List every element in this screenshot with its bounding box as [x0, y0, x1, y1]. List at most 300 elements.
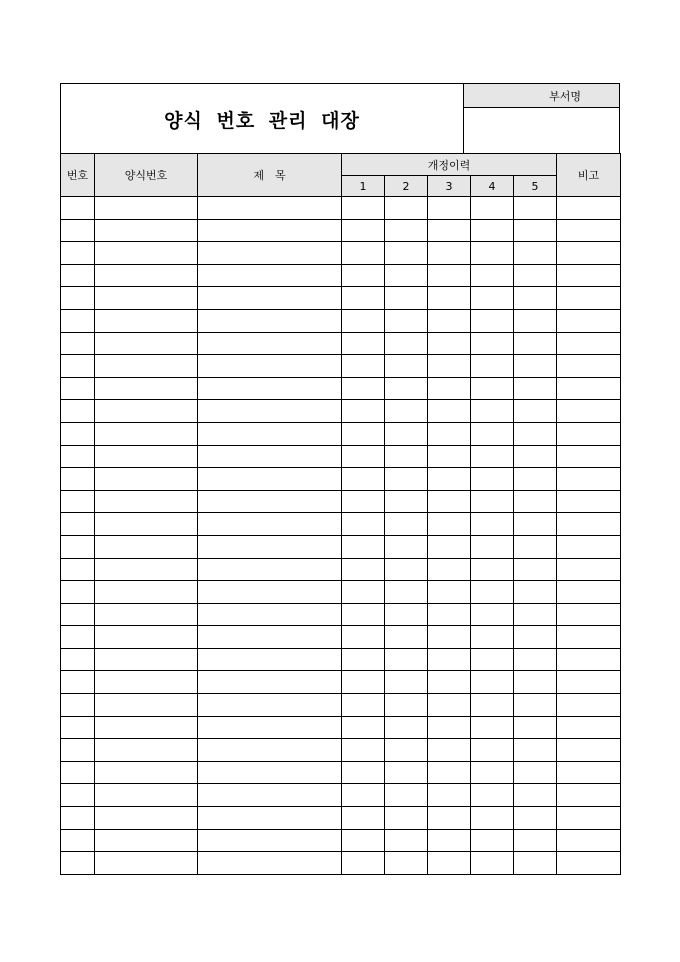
cell-subject[interactable]: [198, 445, 342, 468]
cell-revision-4[interactable]: [471, 309, 514, 332]
cell-no[interactable]: [61, 694, 95, 717]
cell-revision-3[interactable]: [428, 852, 471, 875]
table-row: [61, 581, 621, 604]
cell-revision-5[interactable]: [514, 739, 557, 762]
cell-revision-4[interactable]: [471, 400, 514, 423]
cell-no[interactable]: [61, 219, 95, 242]
cell-remarks[interactable]: [557, 468, 621, 491]
cell-revision-4[interactable]: [471, 761, 514, 784]
cell-no[interactable]: [61, 807, 95, 830]
cell-revision-2[interactable]: [385, 445, 428, 468]
cell-subject[interactable]: [198, 513, 342, 536]
cell-revision-4[interactable]: [471, 535, 514, 558]
cell-no[interactable]: [61, 309, 95, 332]
cell-revision-1[interactable]: [342, 535, 385, 558]
cell-revision-1[interactable]: [342, 197, 385, 220]
cell-revision-1[interactable]: [342, 513, 385, 536]
header-no: 번호: [61, 154, 95, 197]
cell-subject[interactable]: [198, 671, 342, 694]
cell-remarks[interactable]: [557, 648, 621, 671]
cell-subject[interactable]: [198, 422, 342, 445]
cell-remarks[interactable]: [557, 626, 621, 649]
cell-revision-2[interactable]: [385, 468, 428, 491]
cell-subject[interactable]: [198, 242, 342, 265]
cell-subject[interactable]: [198, 309, 342, 332]
cell-revision-4[interactable]: [471, 445, 514, 468]
cell-revision-4[interactable]: [471, 513, 514, 536]
cell-revision-4[interactable]: [471, 422, 514, 445]
cell-revision-1[interactable]: [342, 287, 385, 310]
cell-form-no[interactable]: [95, 784, 198, 807]
cell-revision-1[interactable]: [342, 852, 385, 875]
cell-revision-1[interactable]: [342, 468, 385, 491]
department-value[interactable]: [464, 108, 619, 153]
cell-remarks[interactable]: [557, 581, 621, 604]
cell-subject[interactable]: [198, 852, 342, 875]
cell-form-no[interactable]: [95, 287, 198, 310]
cell-revision-3[interactable]: [428, 671, 471, 694]
cell-revision-1[interactable]: [342, 739, 385, 762]
cell-no[interactable]: [61, 287, 95, 310]
cell-revision-2[interactable]: [385, 558, 428, 581]
cell-no[interactable]: [61, 716, 95, 739]
table-row: [61, 761, 621, 784]
cell-revision-5[interactable]: [514, 648, 557, 671]
cell-form-no[interactable]: [95, 761, 198, 784]
table-row: [61, 716, 621, 739]
cell-revision-5[interactable]: [514, 309, 557, 332]
cell-revision-1[interactable]: [342, 829, 385, 852]
cell-revision-3[interactable]: [428, 355, 471, 378]
table-row: [61, 829, 621, 852]
cell-revision-2[interactable]: [385, 332, 428, 355]
cell-revision-3[interactable]: [428, 807, 471, 830]
cell-revision-5[interactable]: [514, 581, 557, 604]
cell-revision-4[interactable]: [471, 377, 514, 400]
cell-form-no[interactable]: [95, 558, 198, 581]
cell-revision-5[interactable]: [514, 558, 557, 581]
cell-revision-2[interactable]: [385, 716, 428, 739]
cell-revision-2[interactable]: [385, 400, 428, 423]
cell-revision-3[interactable]: [428, 558, 471, 581]
cell-revision-5[interactable]: [514, 716, 557, 739]
cell-revision-5[interactable]: [514, 468, 557, 491]
cell-revision-1[interactable]: [342, 264, 385, 287]
cell-revision-3[interactable]: [428, 694, 471, 717]
cell-remarks[interactable]: [557, 603, 621, 626]
cell-revision-2[interactable]: [385, 242, 428, 265]
cell-remarks[interactable]: [557, 671, 621, 694]
cell-revision-2[interactable]: [385, 739, 428, 762]
header-revision-1: 1: [342, 176, 385, 197]
cell-revision-3[interactable]: [428, 829, 471, 852]
cell-revision-5[interactable]: [514, 761, 557, 784]
cell-no[interactable]: [61, 671, 95, 694]
cell-revision-5[interactable]: [514, 603, 557, 626]
cell-subject[interactable]: [198, 287, 342, 310]
cell-revision-4[interactable]: [471, 332, 514, 355]
cell-revision-2[interactable]: [385, 264, 428, 287]
cell-revision-1[interactable]: [342, 648, 385, 671]
cell-form-no[interactable]: [95, 468, 198, 491]
cell-subject[interactable]: [198, 807, 342, 830]
cell-form-no[interactable]: [95, 355, 198, 378]
cell-remarks[interactable]: [557, 355, 621, 378]
cell-form-no[interactable]: [95, 694, 198, 717]
cell-no[interactable]: [61, 784, 95, 807]
table-row: [61, 309, 621, 332]
cell-revision-5[interactable]: [514, 264, 557, 287]
cell-remarks[interactable]: [557, 377, 621, 400]
cell-revision-3[interactable]: [428, 287, 471, 310]
cell-revision-4[interactable]: [471, 468, 514, 491]
cell-subject[interactable]: [198, 829, 342, 852]
cell-subject[interactable]: [198, 332, 342, 355]
cell-subject[interactable]: [198, 739, 342, 762]
cell-revision-2[interactable]: [385, 581, 428, 604]
cell-subject[interactable]: [198, 490, 342, 513]
table-row: [61, 784, 621, 807]
cell-subject[interactable]: [198, 603, 342, 626]
cell-revision-3[interactable]: [428, 422, 471, 445]
cell-no[interactable]: [61, 468, 95, 491]
cell-revision-5[interactable]: [514, 490, 557, 513]
cell-revision-1[interactable]: [342, 626, 385, 649]
cell-no[interactable]: [61, 648, 95, 671]
cell-revision-4[interactable]: [471, 671, 514, 694]
cell-subject[interactable]: [198, 716, 342, 739]
cell-revision-1[interactable]: [342, 761, 385, 784]
cell-revision-1[interactable]: [342, 807, 385, 830]
cell-revision-3[interactable]: [428, 761, 471, 784]
cell-revision-4[interactable]: [471, 829, 514, 852]
cell-remarks[interactable]: [557, 784, 621, 807]
cell-form-no[interactable]: [95, 400, 198, 423]
cell-revision-4[interactable]: [471, 694, 514, 717]
cell-revision-3[interactable]: [428, 739, 471, 762]
cell-no[interactable]: [61, 829, 95, 852]
table-row: [61, 445, 621, 468]
header-remarks: 비고: [557, 154, 621, 197]
cell-revision-4[interactable]: [471, 242, 514, 265]
cell-no[interactable]: [61, 490, 95, 513]
table-row: [61, 626, 621, 649]
cell-revision-4[interactable]: [471, 490, 514, 513]
cell-form-no[interactable]: [95, 648, 198, 671]
cell-revision-3[interactable]: [428, 490, 471, 513]
table-row: [61, 287, 621, 310]
cell-remarks[interactable]: [557, 694, 621, 717]
cell-no[interactable]: [61, 400, 95, 423]
cell-revision-5[interactable]: [514, 400, 557, 423]
table-row: [61, 355, 621, 378]
cell-no[interactable]: [61, 739, 95, 762]
cell-remarks[interactable]: [557, 287, 621, 310]
cell-form-no[interactable]: [95, 242, 198, 265]
cell-form-no[interactable]: [95, 513, 198, 536]
cell-form-no[interactable]: [95, 219, 198, 242]
cell-revision-3[interactable]: [428, 400, 471, 423]
cell-revision-2[interactable]: [385, 513, 428, 536]
cell-revision-2[interactable]: [385, 219, 428, 242]
cell-revision-1[interactable]: [342, 490, 385, 513]
cell-revision-4[interactable]: [471, 716, 514, 739]
cell-revision-1[interactable]: [342, 355, 385, 378]
table-row: [61, 400, 621, 423]
cell-no[interactable]: [61, 264, 95, 287]
cell-form-no[interactable]: [95, 309, 198, 332]
cell-revision-3[interactable]: [428, 309, 471, 332]
cell-revision-5[interactable]: [514, 445, 557, 468]
cell-revision-3[interactable]: [428, 535, 471, 558]
cell-no[interactable]: [61, 852, 95, 875]
cell-revision-4[interactable]: [471, 648, 514, 671]
header-revision-4: 4: [471, 176, 514, 197]
cell-form-no[interactable]: [95, 852, 198, 875]
cell-revision-2[interactable]: [385, 784, 428, 807]
cell-revision-3[interactable]: [428, 581, 471, 604]
header-revision-2: 2: [385, 176, 428, 197]
cell-remarks[interactable]: [557, 716, 621, 739]
cell-remarks[interactable]: [557, 852, 621, 875]
cell-revision-2[interactable]: [385, 807, 428, 830]
cell-subject[interactable]: [198, 468, 342, 491]
cell-revision-2[interactable]: [385, 694, 428, 717]
table-row: [61, 377, 621, 400]
cell-revision-2[interactable]: [385, 761, 428, 784]
cell-revision-5[interactable]: [514, 784, 557, 807]
cell-revision-3[interactable]: [428, 264, 471, 287]
cell-revision-3[interactable]: [428, 603, 471, 626]
cell-form-no[interactable]: [95, 581, 198, 604]
cell-no[interactable]: [61, 513, 95, 536]
cell-subject[interactable]: [198, 535, 342, 558]
cell-revision-3[interactable]: [428, 219, 471, 242]
cell-revision-4[interactable]: [471, 603, 514, 626]
cell-revision-4[interactable]: [471, 581, 514, 604]
cell-subject[interactable]: [198, 400, 342, 423]
cell-revision-4[interactable]: [471, 626, 514, 649]
cell-revision-2[interactable]: [385, 626, 428, 649]
cell-revision-4[interactable]: [471, 219, 514, 242]
cell-revision-5[interactable]: [514, 535, 557, 558]
cell-revision-1[interactable]: [342, 581, 385, 604]
cell-form-no[interactable]: [95, 603, 198, 626]
cell-form-no[interactable]: [95, 626, 198, 649]
cell-form-no[interactable]: [95, 377, 198, 400]
cell-revision-3[interactable]: [428, 197, 471, 220]
cell-revision-5[interactable]: [514, 829, 557, 852]
cell-revision-1[interactable]: [342, 332, 385, 355]
header-revision-5: 5: [514, 176, 557, 197]
cell-remarks[interactable]: [557, 242, 621, 265]
cell-revision-4[interactable]: [471, 784, 514, 807]
cell-no[interactable]: [61, 761, 95, 784]
cell-subject[interactable]: [198, 581, 342, 604]
cell-remarks[interactable]: [557, 535, 621, 558]
cell-remarks[interactable]: [557, 422, 621, 445]
table-row: [61, 197, 621, 220]
cell-revision-1[interactable]: [342, 716, 385, 739]
cell-remarks[interactable]: [557, 309, 621, 332]
cell-revision-2[interactable]: [385, 603, 428, 626]
table-row: [61, 490, 621, 513]
cell-form-no[interactable]: [95, 422, 198, 445]
cell-form-no[interactable]: [95, 197, 198, 220]
cell-no[interactable]: [61, 535, 95, 558]
cell-revision-1[interactable]: [342, 400, 385, 423]
cell-revision-3[interactable]: [428, 468, 471, 491]
cell-revision-2[interactable]: [385, 309, 428, 332]
page-title: 양식 번호 관리 대장: [164, 109, 360, 132]
cell-no[interactable]: [61, 422, 95, 445]
cell-subject[interactable]: [198, 784, 342, 807]
cell-revision-3[interactable]: [428, 513, 471, 536]
cell-revision-3[interactable]: [428, 445, 471, 468]
cell-revision-2[interactable]: [385, 648, 428, 671]
cell-subject[interactable]: [198, 761, 342, 784]
cell-revision-2[interactable]: [385, 287, 428, 310]
table-row: [61, 648, 621, 671]
cell-revision-2[interactable]: [385, 197, 428, 220]
cell-subject[interactable]: [198, 377, 342, 400]
cell-subject[interactable]: [198, 626, 342, 649]
cell-revision-4[interactable]: [471, 197, 514, 220]
cell-revision-4[interactable]: [471, 852, 514, 875]
cell-revision-4[interactable]: [471, 739, 514, 762]
cell-remarks[interactable]: [557, 490, 621, 513]
cell-revision-1[interactable]: [342, 242, 385, 265]
cell-revision-5[interactable]: [514, 513, 557, 536]
cell-no[interactable]: [61, 445, 95, 468]
cell-revision-4[interactable]: [471, 264, 514, 287]
cell-revision-2[interactable]: [385, 852, 428, 875]
cell-form-no[interactable]: [95, 829, 198, 852]
table-row: [61, 603, 621, 626]
cell-form-no[interactable]: [95, 332, 198, 355]
cell-subject[interactable]: [198, 694, 342, 717]
cell-revision-1[interactable]: [342, 377, 385, 400]
cell-revision-1[interactable]: [342, 445, 385, 468]
cell-revision-3[interactable]: [428, 242, 471, 265]
cell-revision-2[interactable]: [385, 535, 428, 558]
cell-subject[interactable]: [198, 648, 342, 671]
cell-revision-2[interactable]: [385, 422, 428, 445]
cell-revision-5[interactable]: [514, 219, 557, 242]
cell-revision-3[interactable]: [428, 784, 471, 807]
cell-form-no[interactable]: [95, 671, 198, 694]
cell-form-no[interactable]: [95, 716, 198, 739]
cell-revision-1[interactable]: [342, 219, 385, 242]
cell-revision-5[interactable]: [514, 422, 557, 445]
cell-no[interactable]: [61, 626, 95, 649]
cell-revision-2[interactable]: [385, 829, 428, 852]
cell-revision-5[interactable]: [514, 287, 557, 310]
cell-revision-5[interactable]: [514, 852, 557, 875]
cell-revision-1[interactable]: [342, 558, 385, 581]
cell-subject[interactable]: [198, 558, 342, 581]
cell-remarks[interactable]: [557, 829, 621, 852]
cell-remarks[interactable]: [557, 513, 621, 536]
cell-revision-5[interactable]: [514, 355, 557, 378]
cell-no[interactable]: [61, 242, 95, 265]
cell-revision-2[interactable]: [385, 377, 428, 400]
cell-subject[interactable]: [198, 197, 342, 220]
cell-form-no[interactable]: [95, 739, 198, 762]
cell-revision-1[interactable]: [342, 671, 385, 694]
cell-revision-5[interactable]: [514, 807, 557, 830]
cell-remarks[interactable]: [557, 197, 621, 220]
cell-revision-5[interactable]: [514, 242, 557, 265]
cell-revision-5[interactable]: [514, 332, 557, 355]
cell-revision-5[interactable]: [514, 694, 557, 717]
header-block: [60, 83, 620, 153]
cell-revision-1[interactable]: [342, 309, 385, 332]
cell-form-no[interactable]: [95, 490, 198, 513]
cell-no[interactable]: [61, 197, 95, 220]
cell-revision-4[interactable]: [471, 287, 514, 310]
table-row: [61, 468, 621, 491]
form-register: [60, 83, 620, 875]
cell-revision-1[interactable]: [342, 603, 385, 626]
cell-subject[interactable]: [198, 264, 342, 287]
cell-revision-4[interactable]: [471, 355, 514, 378]
cell-remarks[interactable]: [557, 558, 621, 581]
cell-form-no[interactable]: [95, 264, 198, 287]
cell-remarks[interactable]: [557, 807, 621, 830]
cell-form-no[interactable]: [95, 445, 198, 468]
cell-no[interactable]: [61, 332, 95, 355]
cell-no[interactable]: [61, 355, 95, 378]
cell-subject[interactable]: [198, 355, 342, 378]
cell-revision-1[interactable]: [342, 694, 385, 717]
cell-revision-3[interactable]: [428, 626, 471, 649]
cell-revision-3[interactable]: [428, 716, 471, 739]
cell-revision-4[interactable]: [471, 807, 514, 830]
department-box: [463, 84, 619, 154]
cell-revision-5[interactable]: [514, 671, 557, 694]
cell-revision-3[interactable]: [428, 332, 471, 355]
cell-revision-2[interactable]: [385, 355, 428, 378]
cell-revision-2[interactable]: [385, 490, 428, 513]
cell-remarks[interactable]: [557, 400, 621, 423]
cell-revision-5[interactable]: [514, 626, 557, 649]
cell-revision-5[interactable]: [514, 197, 557, 220]
cell-form-no[interactable]: [95, 807, 198, 830]
cell-revision-1[interactable]: [342, 422, 385, 445]
cell-remarks[interactable]: [557, 739, 621, 762]
cell-no[interactable]: [61, 377, 95, 400]
cell-revision-4[interactable]: [471, 558, 514, 581]
cell-subject[interactable]: [198, 219, 342, 242]
cell-form-no[interactable]: [95, 535, 198, 558]
cell-remarks[interactable]: [557, 264, 621, 287]
cell-remarks[interactable]: [557, 445, 621, 468]
header-revision-3: 3: [428, 176, 471, 197]
cell-revision-5[interactable]: [514, 377, 557, 400]
cell-no[interactable]: [61, 558, 95, 581]
cell-revision-1[interactable]: [342, 784, 385, 807]
cell-remarks[interactable]: [557, 761, 621, 784]
cell-revision-2[interactable]: [385, 671, 428, 694]
cell-revision-3[interactable]: [428, 648, 471, 671]
cell-no[interactable]: [61, 603, 95, 626]
cell-remarks[interactable]: [557, 219, 621, 242]
cell-no[interactable]: [61, 581, 95, 604]
cell-revision-3[interactable]: [428, 377, 471, 400]
table-row: [61, 558, 621, 581]
cell-remarks[interactable]: [557, 332, 621, 355]
